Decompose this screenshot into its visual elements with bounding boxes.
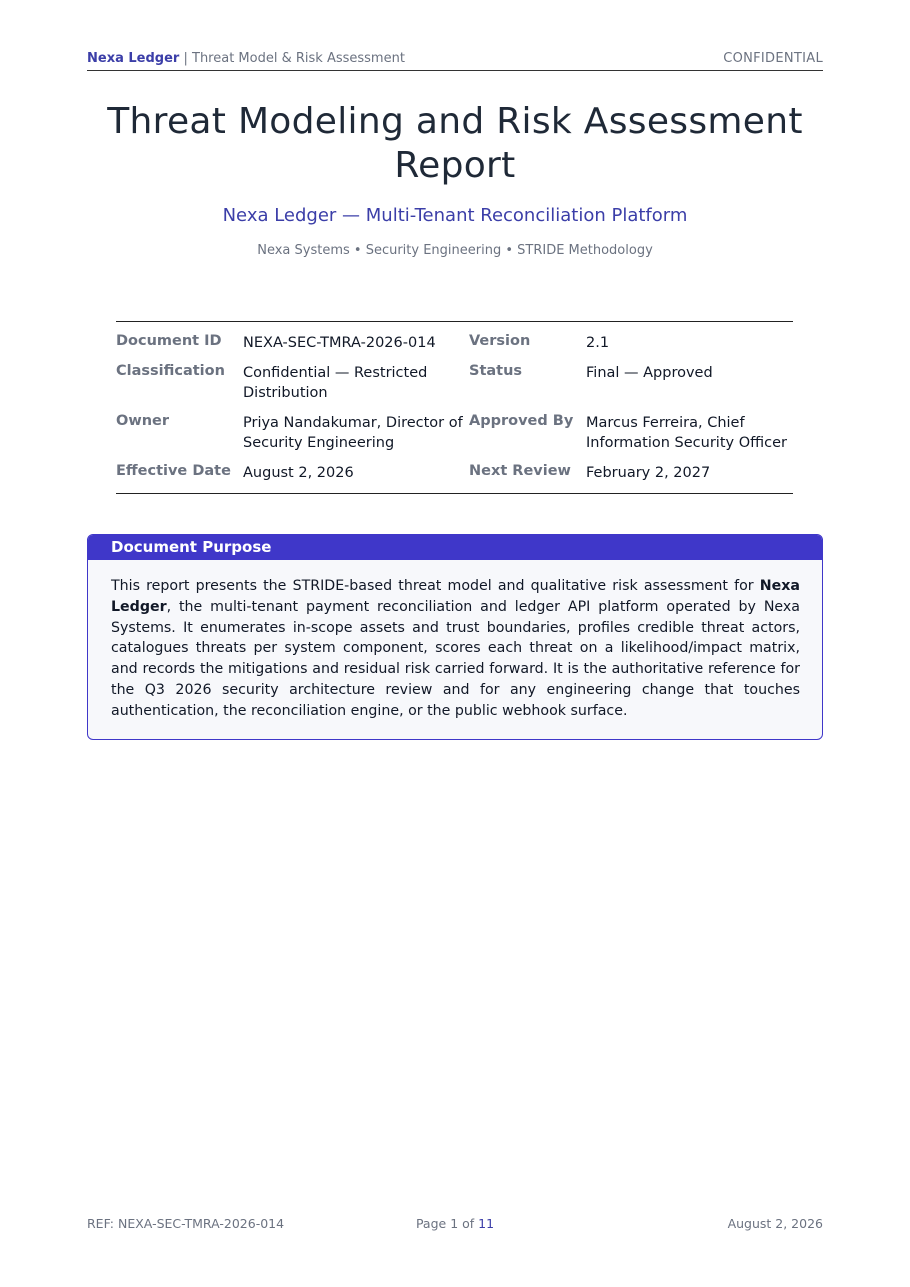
metadata-row <box>116 322 793 364</box>
metadata-row <box>116 363 793 413</box>
metadata-table <box>116 321 793 494</box>
purpose-product-name: Nexa Ledger <box>111 578 800 615</box>
document-title: Threat Modeling and Risk Assessment Report <box>107 101 803 186</box>
document-tagline: Nexa Systems • Security Engineering • STRIDE Methodology <box>257 243 653 258</box>
version-label: Version <box>469 333 531 349</box>
page-header <box>87 50 823 71</box>
page-footer <box>87 1216 823 1234</box>
header-left <box>87 51 405 66</box>
purpose-text-rest: , the multi-tenant payment reconciliation and ledger API platform operated by Nexa Systems. It enumerates in-scope assets and trust boundaries, profiles credible threat actors, catalogues threats per system component, scores each threat on a likelihood/impact matrix, and records the mitigations and residual risk carried forward. It is the authoritative reference for the Q3 2026 security architecture review and for any engineering change that touches authentication, the reconciliation engine, or the public webhook surface. <box>111 598 800 719</box>
purpose-text-intro: This report presents the STRIDE-based threat model and qualitative risk assessment for <box>111 578 760 594</box>
footer-date: August 2, 2026 <box>727 1216 823 1231</box>
approved-by-value: Marcus Ferreira, Chief Information Security Officer <box>586 415 787 451</box>
version-value: 2.1 <box>586 335 610 351</box>
next-review-value: February 2, 2027 <box>586 465 711 481</box>
next-review-label: Next Review <box>469 463 571 479</box>
purpose-text <box>88 560 822 722</box>
status-label: Status <box>469 363 523 379</box>
owner-value: Priya Nandakumar, Director of Security Engineering <box>243 415 463 451</box>
document-id-label: Document ID <box>116 333 222 349</box>
header-brand: Nexa Ledger <box>87 51 180 66</box>
metadata-row <box>116 413 793 463</box>
purpose-heading: Document Purpose <box>88 535 822 560</box>
footer-reference: REF: NEXA-SEC-TMRA-2026-014 <box>87 1216 285 1231</box>
approved-by-label: Approved By <box>469 413 574 429</box>
owner-label: Owner <box>116 413 170 429</box>
classification-label: Classification <box>116 363 225 379</box>
header-section: Threat Model & Risk Assessment <box>192 51 405 66</box>
footer-page-prefix: Page 1 of <box>415 1216 479 1231</box>
footer-page-total: 11 <box>478 1216 495 1231</box>
document-id-value: NEXA-SEC-TMRA-2026-014 <box>243 335 436 351</box>
document-subtitle: Nexa Ledger — Multi-Tenant Reconciliation Platform <box>222 205 688 226</box>
footer-page-number <box>87 1216 823 1231</box>
document-purpose-box <box>87 534 823 740</box>
effective-date-label: Effective Date <box>116 463 231 479</box>
effective-date-value: August 2, 2026 <box>243 465 354 481</box>
classification-value: Confidential — Restricted Distribution <box>243 365 428 401</box>
metadata-row <box>116 463 793 494</box>
status-value: Final — Approved <box>586 365 713 381</box>
header-separator: | <box>183 51 188 66</box>
header-classification: CONFIDENTIAL <box>723 51 823 66</box>
